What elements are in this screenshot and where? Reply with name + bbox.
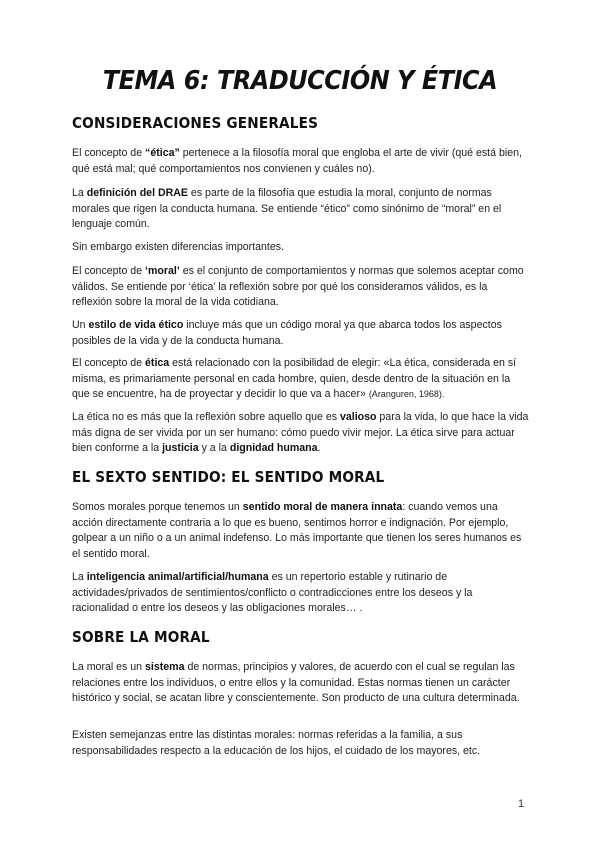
text-run: es parte de la filosofía que estudia la moral, conjunto de normas morales que rigen la conducta humana. Se entiende “ético” como sinónimo de “moral” en el lenguaje común. [72, 187, 502, 230]
text-run: está relacionado con la posibilidad de elegir: «La ética, considerada en sí misma, es primariamente personal en cada hombre, quien, desde dentro de la situación en la que se encuentre, ha de proyectar y decidir lo que va a hacer» [72, 357, 517, 400]
text-run: Sin embargo existen diferencias importantes. [72, 241, 284, 253]
text-run: El concepto de [72, 147, 146, 159]
text-run: La moral es un [72, 661, 146, 673]
paragraph [72, 728, 530, 759]
text-run: incluye más que un código moral ya que abarca todos los aspectos posibles de la vida y de la conducta humana. [72, 319, 502, 347]
bold-term: “ética” [145, 147, 180, 159]
bold-term: ética [145, 357, 170, 369]
text-run: y a la [198, 442, 230, 454]
bold-term: ‘moral’ [145, 265, 180, 277]
text-run: La [72, 571, 87, 583]
text-run: La ética no es más que la reflexión sobre aquello que es [72, 411, 340, 423]
text-run: Existen semejanzas entre las distintas morales: normas referidas a la familia, a sus responsabilidades respecto a la educación de los hijos, el cuidado de los mayores, etc. [72, 729, 481, 757]
paragraph [72, 410, 530, 457]
section-heading: SOBRE LA MORAL [72, 628, 210, 646]
paragraph [72, 186, 530, 233]
text-run: La [72, 187, 87, 199]
section-heading: EL SEXTO SENTIDO: EL SENTIDO MORAL [72, 468, 385, 486]
bold-term: inteligencia animal/artificial/humana [86, 571, 269, 583]
bold-term: valioso [339, 411, 377, 423]
bold-term: sistema [145, 661, 185, 673]
page-number: 1 [518, 798, 525, 810]
text-run: . [317, 442, 321, 454]
bold-term: sentido moral de manera innata [242, 501, 403, 513]
bold-term: dignidad humana [229, 442, 318, 454]
text-run: El concepto de [72, 357, 146, 369]
paragraph [72, 264, 530, 311]
paragraph [72, 356, 530, 403]
text-run: Un [72, 319, 89, 331]
paragraph [72, 146, 530, 177]
citation: (Aranguren, 1968). [368, 389, 445, 399]
text-run: es un repertorio estable y rutinario de actividades/privados de sentimientos/conflicto o contradicciones entre los deseos y la racionalidad o entre los deseos y las obligaciones morales… . [72, 571, 473, 614]
text-run: pertenece a la filosofía moral que engloba el arte de vivir (qué está bien, qué está mal; qué comportamientos nos convienen y cuáles no). [72, 147, 522, 175]
bold-term: estilo de vida ético [88, 319, 184, 331]
paragraph [72, 660, 530, 707]
text-run: es el conjunto de comportamientos y normas que solemos aceptar como válidos. Se entiende por ‘ética’ la reflexión sobre por qué los consideramos válidos, es la reflexión sobre la moral de la vida cotidiana. [72, 265, 524, 308]
text-run: El concepto de [72, 265, 146, 277]
text-run: : cuando vemos una acción directamente contraria a lo que es bueno, sentimos horror e indignación. Por ejemplo, golpear a un niño o a un animal indefenso. Lo más importante que tienen los seres humanos es el sentido moral. [72, 501, 522, 560]
text-run: para la vida, lo que hace la vida más digna de ser vivida por un ser humano: cómo puedo vivir mejor. La ética sirve para actuar bien conforme a la [72, 411, 529, 454]
paragraph [72, 570, 530, 617]
text-run: Somos morales porque tenemos un [72, 501, 243, 513]
bold-term: justicia [162, 442, 199, 454]
page-title: TEMA 6: TRADUCCIÓN Y ÉTICA [102, 66, 498, 96]
bold-term: definición del DRAE [86, 187, 188, 199]
paragraph [72, 240, 530, 256]
paragraph [72, 500, 530, 562]
section-heading: CONSIDERACIONES GENERALES [72, 114, 319, 132]
paragraph [72, 318, 530, 349]
text-run: de normas, principios y valores, de acuerdo con el cual se regulan las relaciones entre los individuos, o entre ellos y la comunidad. Estas normas tienen un carácter histórico y social, se acatan libre y conscientemente. Son producto de una cultura determinada. [72, 661, 520, 704]
